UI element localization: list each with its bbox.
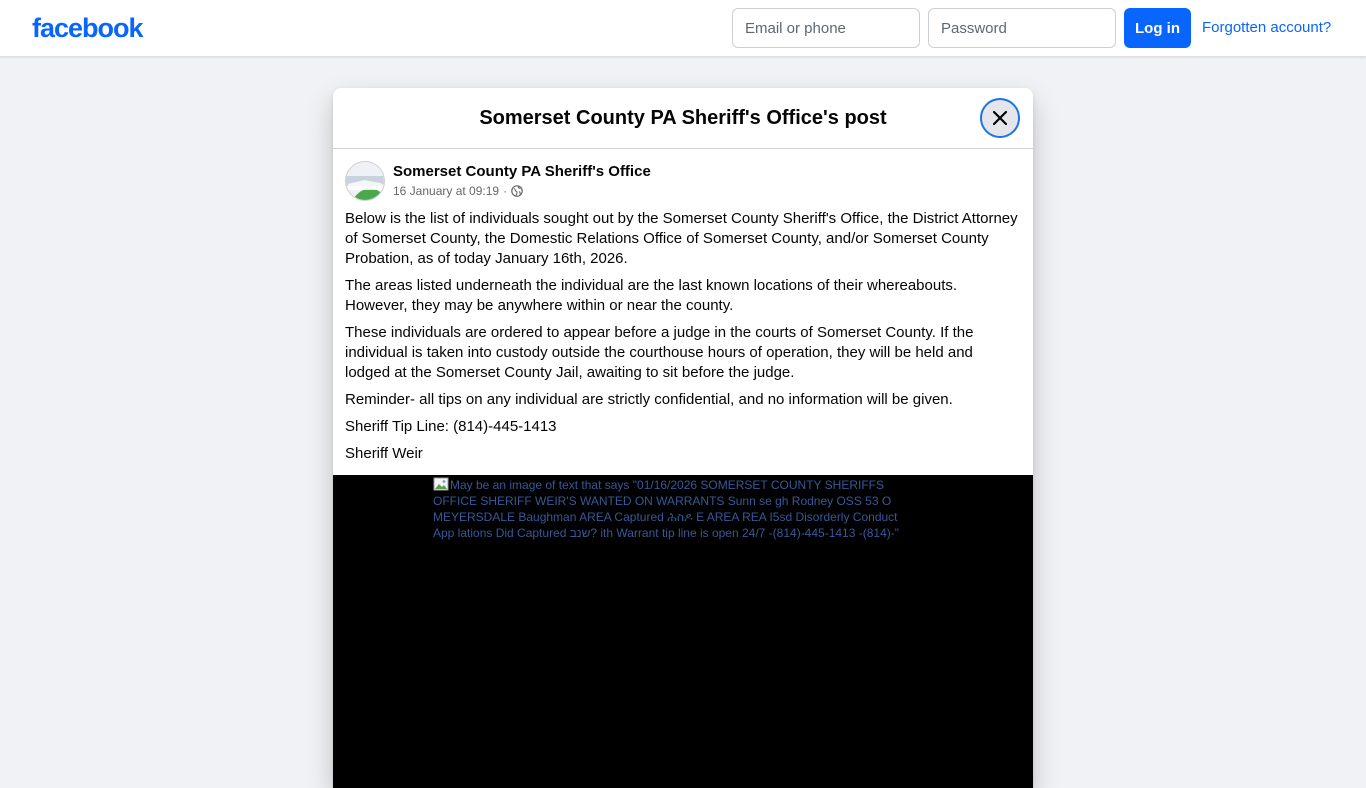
top-navigation-bar xyxy=(0,0,1366,57)
email-field[interactable] xyxy=(732,8,920,48)
post-text xyxy=(333,209,1033,464)
password-field[interactable] xyxy=(928,8,1116,48)
image-alt-text xyxy=(433,476,913,541)
post-paragraph: Sheriff Weir xyxy=(345,445,423,462)
post-paragraph: Sheriff Tip Line: (814)-445-1413 xyxy=(345,418,557,435)
post-paragraph: Reminder- all tips on any individual are strictly confidential, and no information will be given. xyxy=(345,391,953,408)
image-alt-label: May be an image of text that says "01/16/2026 SOMERSET COUNTY SHERIFFS OFFICE SHERIFF WEIR'S WANTED ON WARRANTS Sunn se gh Rodney OSS 53 O MEYERSDALE Baughman AREA Captured ሕስዶ E AREA REA I5sd Disorderly Conduct App lations Did Captured שנב? ith Warrant tip line is open 24/7 -(814)-445-1413 -(814)-" xyxy=(433,478,899,540)
post-timestamp[interactable]: 16 January at 09:19 xyxy=(393,184,500,198)
post-dialog xyxy=(333,88,1033,788)
author-name[interactable]: Somerset County PA Sheriff's Office xyxy=(393,163,651,180)
post-meta xyxy=(393,183,523,199)
forgotten-account-link[interactable]: Forgotten account? xyxy=(1202,19,1332,36)
dialog-title: Somerset County PA Sheriff's Office's post xyxy=(479,106,887,129)
login-button[interactable]: Log in xyxy=(1124,8,1191,48)
meta-separator: · xyxy=(503,184,508,198)
post-paragraph: The areas listed underneath the individual are the last known locations of their whereabouts. However, they may be anywhere within or near the county. xyxy=(345,277,958,314)
globe-icon xyxy=(511,185,523,197)
broken-image-icon xyxy=(433,476,449,492)
close-button[interactable] xyxy=(980,98,1020,138)
post-paragraph: These individuals are ordered to appear before a judge in the courts of Somerset County. If the individual is taken into custody outside the courthouse hours of operation, they will be held and lodged at the Somerset County Jail, awaiting to sit before the judge. xyxy=(345,324,974,381)
post-header xyxy=(333,149,1033,209)
dialog-header xyxy=(333,88,1033,149)
post-image[interactable] xyxy=(333,475,1033,788)
close-icon xyxy=(992,110,1008,126)
avatar[interactable] xyxy=(345,161,385,201)
post-paragraph: Below is the list of individuals sought out by the Somerset County Sheriff's Office, the District Attorney of Somerset County, the Domestic Relations Office of Somerset County, and/or Somerset County Probation, as of today January 16th, 2026. xyxy=(345,210,1018,267)
facebook-logo[interactable]: facebook xyxy=(32,13,143,43)
